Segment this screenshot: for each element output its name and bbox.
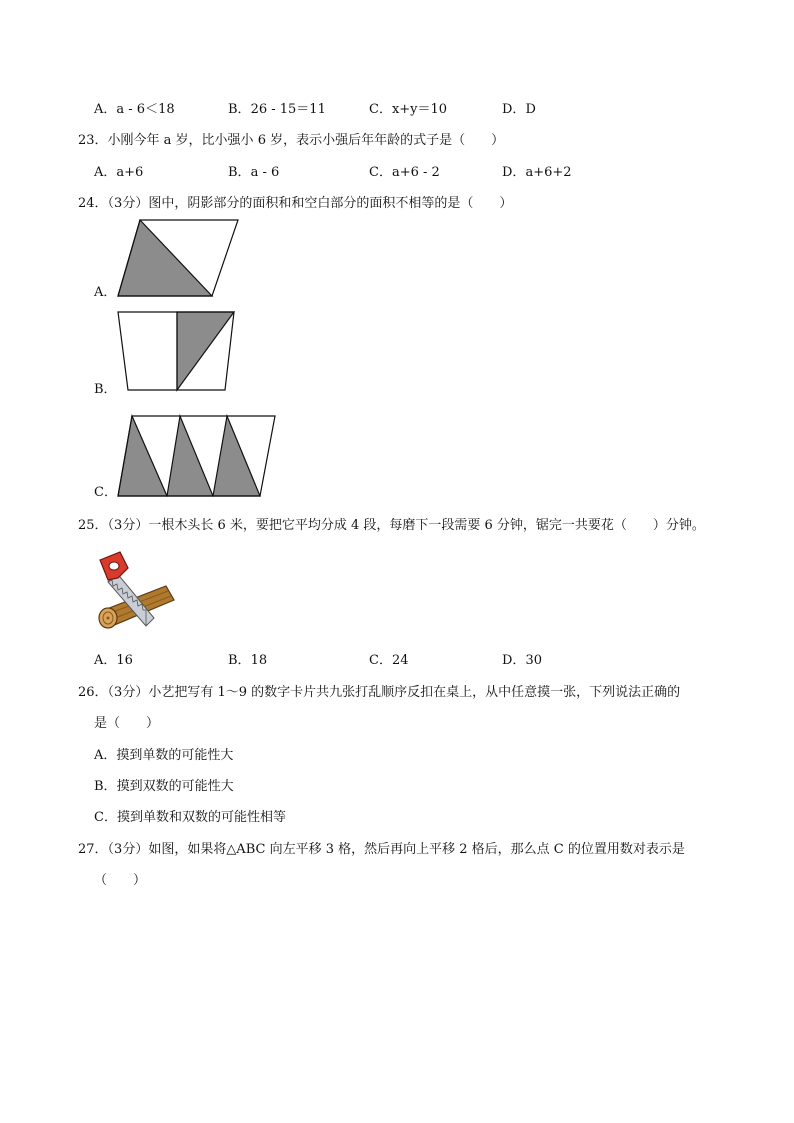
option-text: 24 [391, 653, 409, 668]
q24-option-c[interactable] [94, 484, 117, 502]
q27-stem-line1: 27．（3分）如图，如果将△ABC 向左平移 3 格，然后再向上平移 2 格后，那么点 C 的位置用数对表示是 [78, 842, 685, 857]
saw-log-illustration [94, 548, 176, 640]
option-letter: B． [228, 165, 251, 180]
option-text: 摸到单数的可能性大 [116, 748, 234, 763]
shaded-triangle-2 [167, 416, 213, 496]
option-letter: C． [94, 810, 117, 825]
shaded-triangle-3 [213, 416, 260, 496]
option-letter: C． [94, 485, 117, 500]
option-text: a+6+2 [525, 165, 572, 180]
q22-option-b[interactable] [228, 101, 326, 119]
option-text: 16 [116, 653, 133, 668]
option-letter: A． [94, 165, 117, 180]
option-letter: D． [502, 165, 526, 180]
figure-a-parallelogram [110, 214, 250, 304]
option-text: a - 6 [250, 165, 280, 180]
option-text: 18 [250, 653, 268, 668]
option-letter: C． [369, 165, 392, 180]
q27-stem-line2: （ ） [94, 873, 147, 888]
option-text: a+6 - 2 [391, 165, 440, 180]
option-letter: D． [502, 653, 526, 668]
q26-stem-line1: 26．（3分）小艺把写有 1～9 的数字卡片共九张打乱顺序反扣在桌上，从中任意摸一张，下列说法正确的 [78, 685, 681, 700]
q25-option-d[interactable] [502, 652, 542, 670]
q26-option-c[interactable] [94, 809, 286, 827]
q26-option-a[interactable] [94, 747, 233, 765]
option-text: 摸到单数和双数的可能性相等 [116, 810, 286, 825]
q23-stem: 23．小刚今年 a 岁，比小强小 6 岁，表示小强后年年龄的式子是（ ） [78, 133, 505, 148]
option-letter: A． [94, 748, 117, 763]
option-letter: C． [369, 653, 392, 668]
q26-stem-line2: 是（ ） [94, 716, 160, 731]
figure-b-trapezoid [112, 306, 242, 396]
option-letter: B． [228, 102, 251, 117]
option-text: 26 - 15＝11 [250, 102, 326, 117]
option-text: 30 [525, 653, 542, 668]
q25-option-a[interactable] [94, 652, 133, 670]
q23-option-c[interactable] [369, 164, 440, 182]
option-letter: B． [228, 653, 251, 668]
option-text: x+y＝10 [391, 102, 448, 117]
option-text: D [525, 102, 536, 117]
q26-option-b[interactable] [94, 778, 234, 796]
q22-option-a[interactable] [94, 101, 175, 119]
q25-option-c[interactable] [369, 652, 409, 670]
option-letter: A． [94, 102, 117, 117]
option-letter: A． [94, 653, 117, 668]
q24-option-a[interactable] [94, 284, 116, 302]
figure-c-parallelogram [112, 410, 282, 502]
option-letter: B． [94, 779, 117, 794]
shaded-triangle [177, 312, 234, 390]
q25-stem: 25．（3分）一根木头长 6 米，要把它平均分成 4 段，每磨下一段需要 6 分钟，锯完一共要花（ ）分钟。 [78, 518, 705, 533]
q22-option-d[interactable] [502, 101, 536, 119]
option-letter: A． [94, 285, 117, 300]
option-letter: B． [94, 382, 117, 397]
q22-option-c[interactable] [369, 101, 447, 119]
q23-option-b[interactable] [228, 164, 279, 182]
option-text: 摸到双数的可能性大 [116, 779, 234, 794]
option-letter: D． [502, 102, 526, 117]
option-text: a - 6＜18 [116, 102, 175, 117]
option-text: a+6 [116, 165, 144, 180]
q23-option-a[interactable] [94, 164, 143, 182]
q25-option-b[interactable] [228, 652, 267, 670]
q24-stem: 24．（3分）图中，阴影部分的面积和和空白部分的面积不相等的是（ ） [78, 196, 513, 211]
option-letter: C． [369, 102, 392, 117]
shaded-triangle [118, 220, 212, 296]
q23-option-d[interactable] [502, 164, 572, 182]
q24-option-b[interactable] [94, 381, 117, 399]
